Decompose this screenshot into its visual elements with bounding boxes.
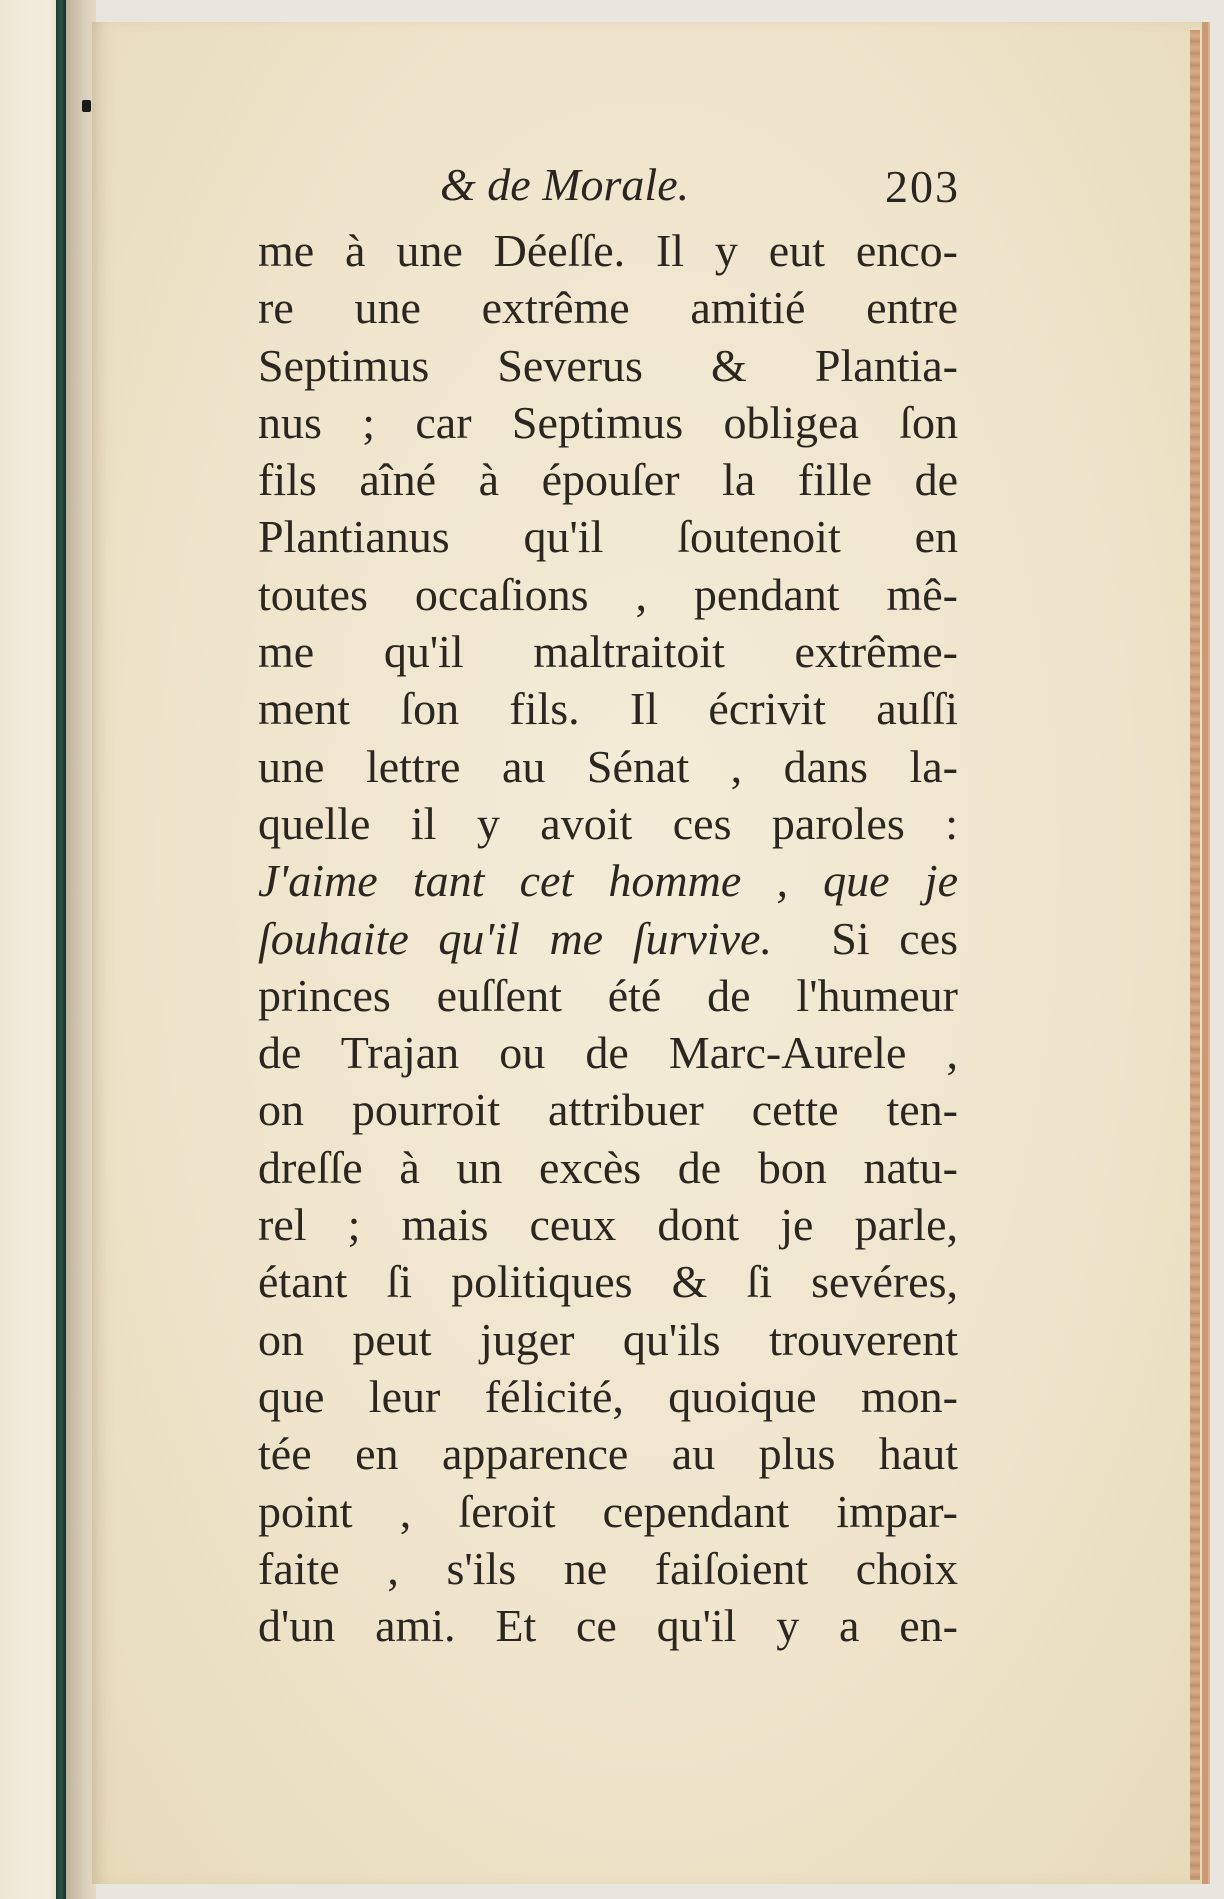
text-line: faite , s'ils ne faiſoient choix	[258, 1542, 958, 1594]
book-cover-edge	[56, 0, 66, 1899]
quote-line: J'aime tant cet homme , que je	[258, 855, 958, 907]
text-line: fils aîné à épouſer la fille de	[258, 454, 958, 506]
text-line: quelle il y avoit ces paroles :	[258, 797, 958, 849]
running-head-title: & de Morale.	[440, 159, 690, 210]
text-line: toutes occaſions , pendant mê-	[258, 568, 958, 620]
page-fore-edge	[1190, 30, 1200, 1880]
text-line: rel ; mais ceux dont je parle,	[258, 1199, 958, 1251]
text-line: étant ſi politiques & ſi sevéres,	[258, 1256, 958, 1308]
text-line: me qu'il maltraitoit extrême-	[258, 626, 958, 678]
text-line: Septimus Severus & Plantia-	[258, 339, 958, 391]
body-text	[258, 222, 958, 1654]
text-line: re une extrême amitié entre	[258, 282, 958, 334]
text-line: une lettre au Sénat , dans la-	[258, 740, 958, 792]
text-line: tée en apparence au plus haut	[258, 1428, 958, 1480]
text-line: me à une Déeſſe. Il y eut enco-	[258, 225, 958, 276]
bookmark-marker	[82, 100, 91, 112]
text-line: dreſſe à un excès de bon natu-	[258, 1141, 958, 1193]
text-line: Plantianus qu'il ſoutenoit en	[258, 511, 958, 563]
page-number: 203	[885, 161, 960, 212]
text-line: de Trajan ou de Marc-Aurele ,	[258, 1027, 958, 1079]
text-line: ment ſon fils. Il écrivit auſſi	[258, 683, 958, 735]
text-line: nus ; car Septimus obligea ſon	[258, 396, 958, 448]
text-line: d'un ami. Et ce qu'il y a en-	[258, 1600, 958, 1652]
quote-line-italic: ſouhaite qu'il me ſurvive.	[258, 912, 772, 964]
text-line: on peut juger qu'ils trouverent	[258, 1313, 958, 1365]
text-line: princes euſſent été de l'humeur	[258, 969, 958, 1021]
quote-line-mixed	[258, 910, 958, 967]
text-line: que leur félicité, quoique mon-	[258, 1370, 958, 1422]
running-head	[440, 158, 960, 218]
quote-tail: Si ces	[831, 912, 958, 964]
text-line: on pourroit attribuer cette ten-	[258, 1084, 958, 1136]
text-line: point , ſeroit cependant impar-	[258, 1485, 958, 1537]
